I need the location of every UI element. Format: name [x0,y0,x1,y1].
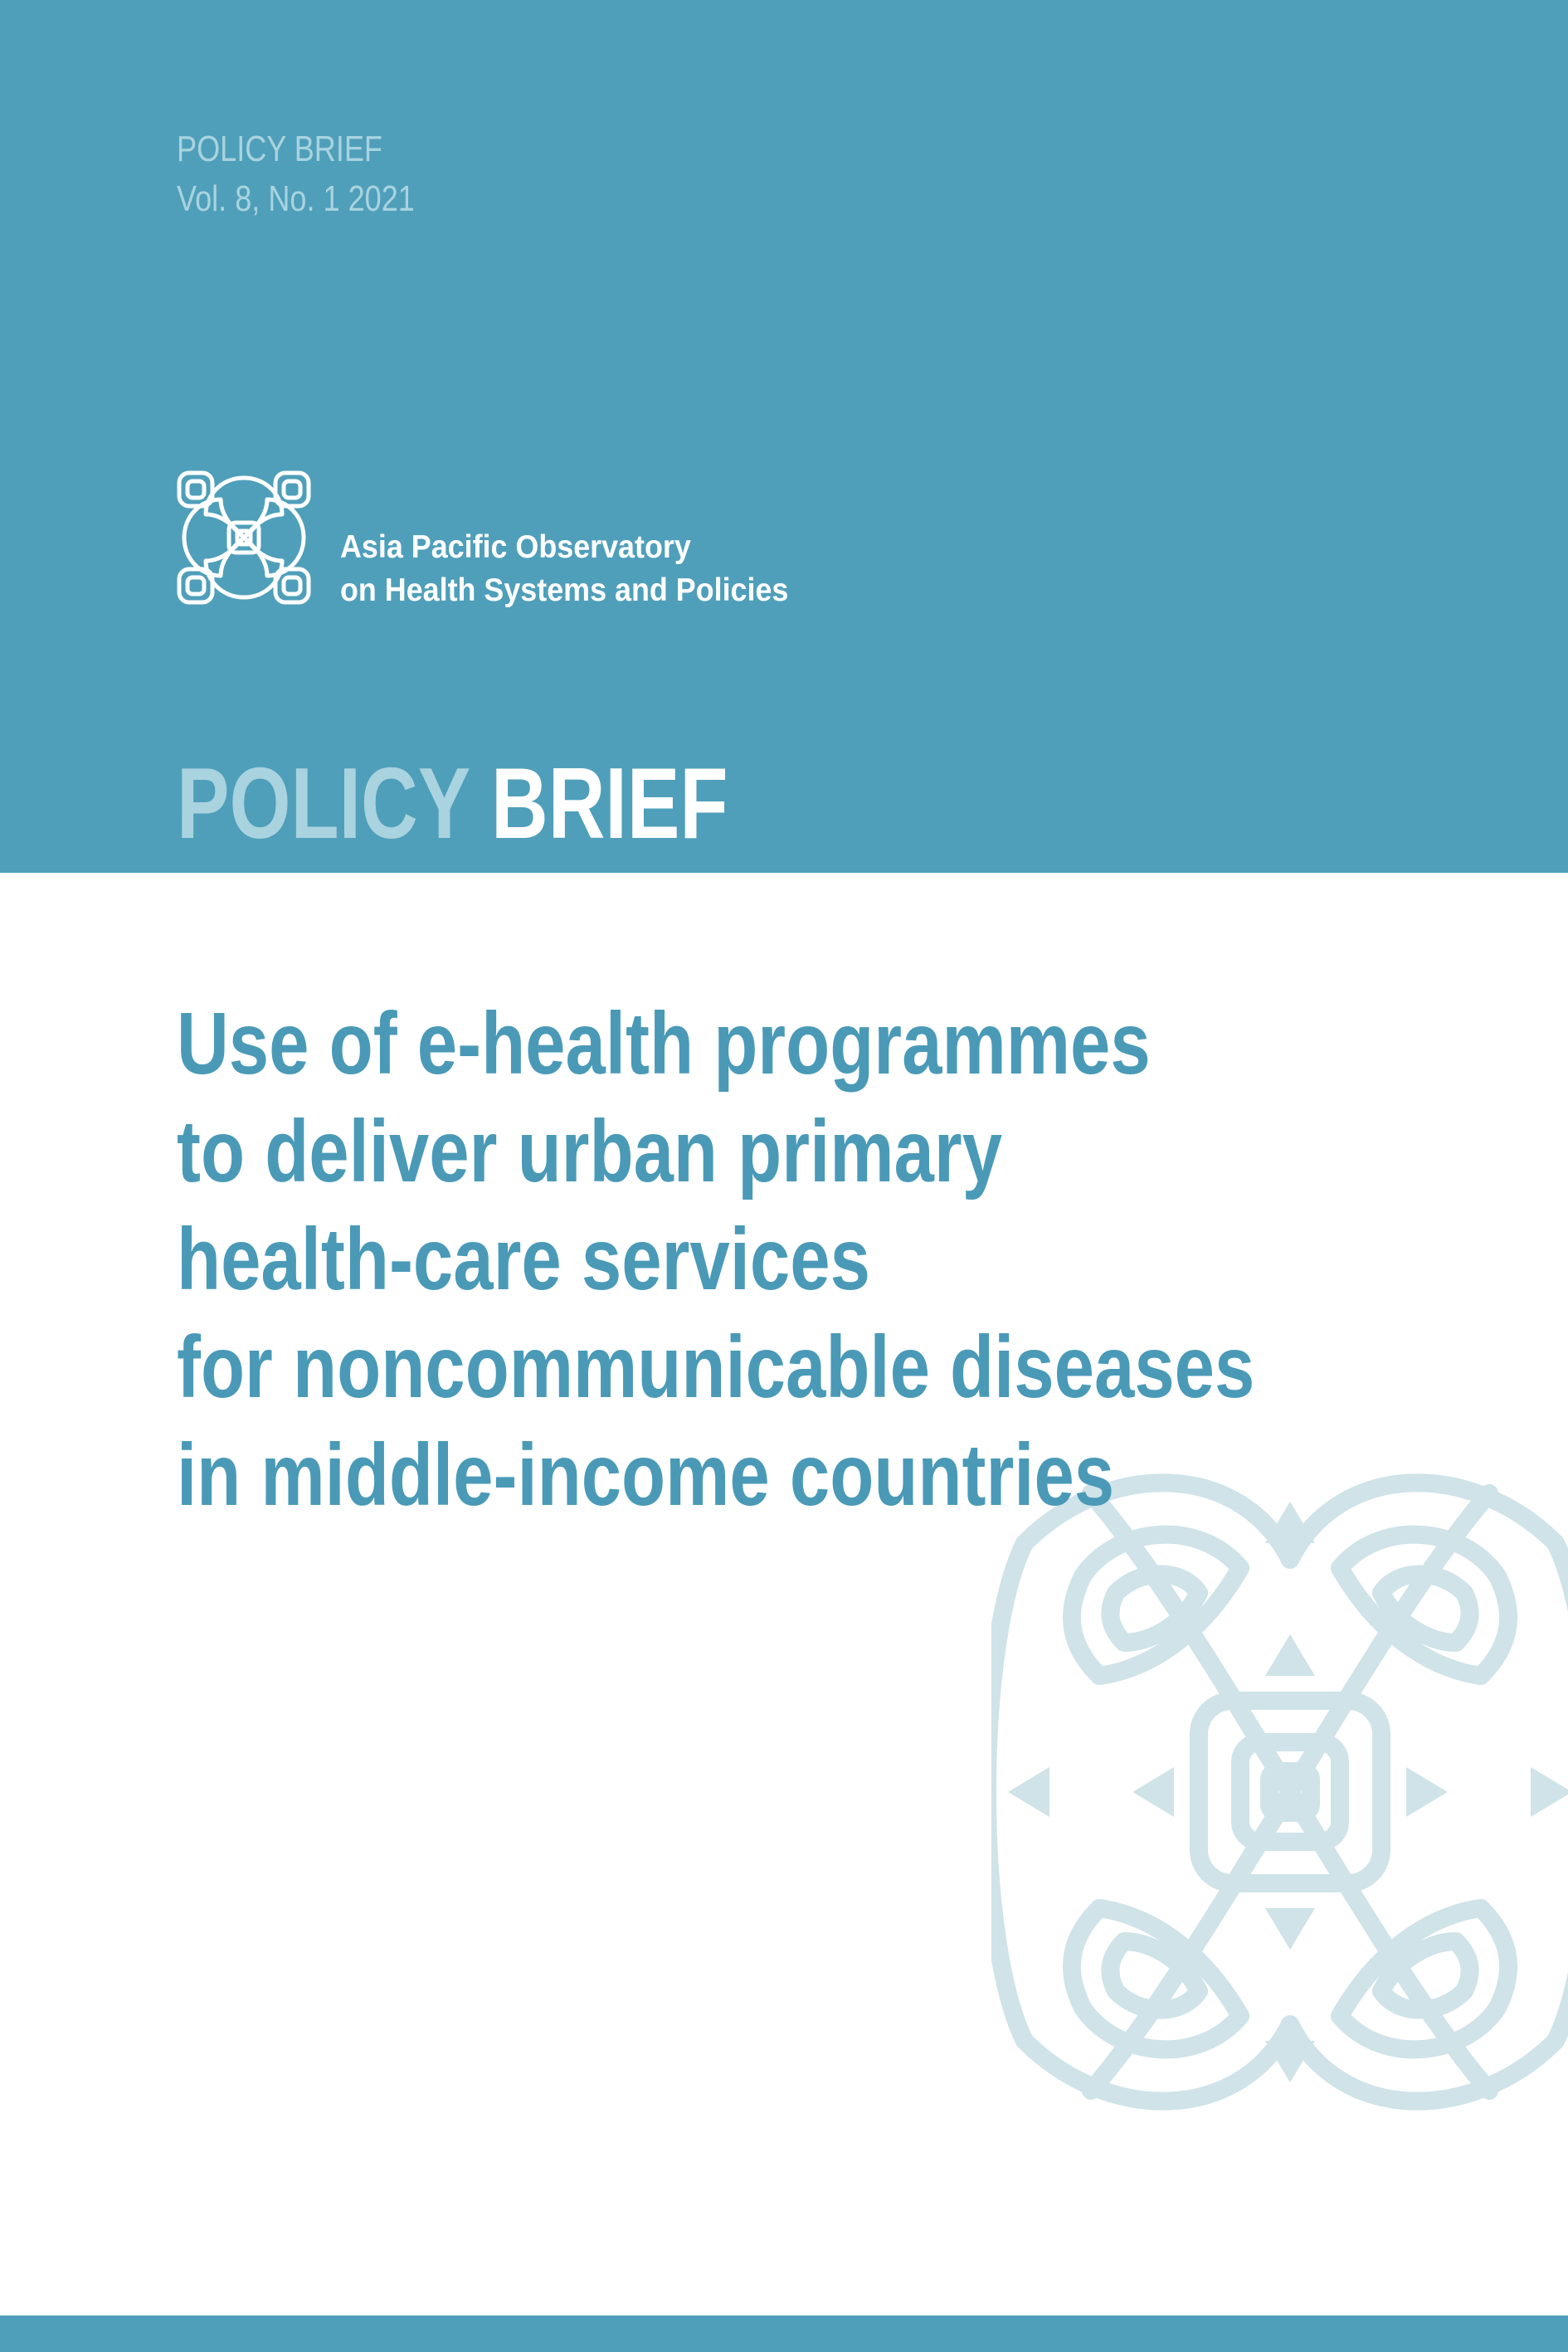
organization-name-line1: Asia Pacific Observatory [340,529,691,565]
observatory-logo-icon [173,466,315,609]
title-line: to deliver urban primary [177,1103,1003,1200]
policy-brief-heading [177,745,728,861]
heading-word-brief: BRIEF [490,747,728,859]
cover-footer-band [0,2315,1568,2352]
title-line: Use of e-health programmes [177,995,1151,1093]
flower-motif-decoration [991,1427,1568,2149]
series-label [177,124,467,224]
cover-header-band [0,0,1568,873]
volume-issue: Vol. 8, No. 1 2021 [177,178,415,219]
document-title [177,990,1254,1529]
organization-name-line2: on Health Systems and Policies [340,572,789,608]
organization-name [340,526,827,612]
title-line: health-care services [177,1210,870,1308]
heading-word-policy: POLICY [177,747,470,859]
series-name: POLICY BRIEF [177,129,382,169]
title-line: for noncommunicable diseases [177,1318,1255,1416]
title-line: in middle-income countries [177,1426,1115,1524]
